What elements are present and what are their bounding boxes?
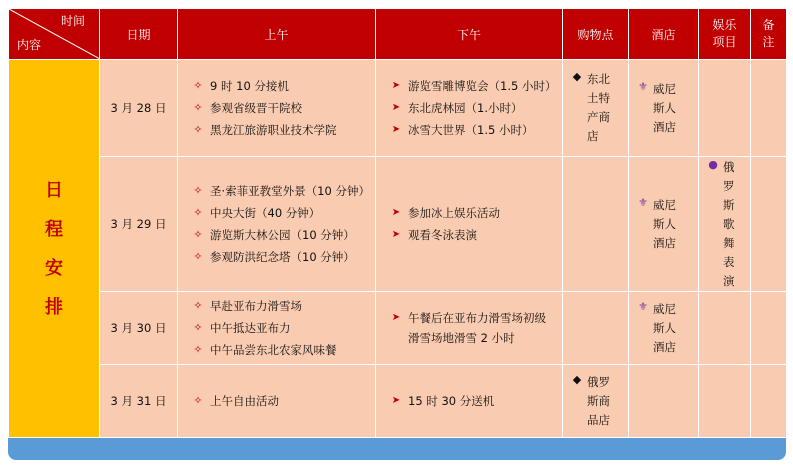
diamond-star-bullet-icon: ✧ — [193, 79, 203, 92]
list-item: ✧ 9 时 10 分接机 — [190, 76, 369, 96]
hotel-header: 酒店 — [629, 9, 699, 60]
date-cell: 3 月 31 日 — [100, 365, 178, 438]
entertainment-cell — [699, 365, 751, 438]
shopping-cell — [563, 292, 629, 365]
shopping-cell — [563, 157, 629, 292]
diamond-star-bullet-icon: ✧ — [193, 250, 203, 263]
entertainment-cell: ● 俄罗斯歌舞表演 — [699, 157, 751, 292]
corner-header — [9, 9, 100, 60]
date-cell: 3 月 30 日 — [100, 292, 178, 365]
arrow-bullet-icon: ➤ — [391, 207, 401, 218]
list-item: ➤ 东北虎林园（1.小时） — [388, 98, 556, 118]
diamond-star-bullet-icon: ✧ — [193, 123, 203, 136]
afternoon-cell — [376, 60, 563, 157]
morning-header: 上午 — [178, 9, 376, 60]
list-item: ✧ 中央大街（40 分钟） — [190, 203, 369, 223]
corner-time-label: 时间 — [60, 14, 85, 28]
arrow-bullet-icon: ➤ — [391, 312, 401, 323]
list-item: ✧ 圣·索菲亚教堂外景（10 分钟） — [190, 181, 369, 201]
list-item: ✧ 参观省级晋干院校 — [190, 98, 369, 118]
arrow-bullet-icon: ➤ — [391, 395, 401, 406]
shopping-cell: ◆ 东北土特产商店 — [563, 60, 629, 157]
schedule-row — [9, 292, 787, 365]
diamond-bullet-icon: ◆ — [572, 70, 582, 83]
notes-cell — [751, 292, 787, 365]
list-item: ✧ 参观防洪纪念塔（10 分钟） — [190, 247, 369, 267]
arrow-bullet-icon: ➤ — [391, 124, 401, 135]
hotel-bullet-icon: ⚜ — [638, 195, 648, 209]
diamond-star-bullet-icon: ✧ — [193, 343, 203, 356]
diamond-star-bullet-icon: ✧ — [193, 394, 203, 407]
shopping-cell: ◆ 俄罗斯商品店 — [563, 365, 629, 438]
circle-bullet-icon: ● — [708, 157, 718, 171]
side-char: 程 — [45, 218, 63, 240]
morning-cell — [178, 157, 376, 292]
list-item: ✧ 早赴亚布力滑雪场 — [190, 296, 369, 316]
hotel-bullet-icon: ⚜ — [638, 79, 648, 93]
hotel-cell — [629, 365, 699, 438]
hotel-bullet-icon: ⚜ — [638, 299, 648, 313]
entertainment-header — [699, 9, 751, 60]
schedule-side-label — [9, 60, 100, 438]
notes-cell — [751, 157, 787, 292]
side-char: 日 — [45, 179, 63, 201]
entertainment-cell — [699, 292, 751, 365]
list-item: ➤ 15 时 30 分送机 — [388, 391, 556, 411]
list-item: ✧ 黑龙江旅游职业技术学院 — [190, 120, 369, 140]
list-item: ✧ 上午自由活动 — [190, 391, 369, 411]
diamond-star-bullet-icon: ✧ — [193, 206, 203, 219]
notes-cell — [751, 60, 787, 157]
afternoon-cell — [376, 365, 563, 438]
header-row — [9, 9, 787, 60]
diamond-star-bullet-icon: ✧ — [193, 299, 203, 312]
list-item: ➤ 午餐后在亚布力滑雪场初级滑雪场地滑雪 2 小时 — [388, 308, 556, 348]
shopping-header: 购物点 — [563, 9, 629, 60]
diamond-star-bullet-icon: ✧ — [193, 101, 203, 114]
list-item: ➤ 游览雪雕博览会（1.5 小时） — [388, 76, 556, 96]
afternoon-cell — [376, 292, 563, 365]
morning-cell — [178, 60, 376, 157]
schedule-row — [9, 60, 787, 157]
morning-cell — [178, 292, 376, 365]
schedule-row — [9, 157, 787, 292]
arrow-bullet-icon: ➤ — [391, 102, 401, 113]
morning-cell — [178, 365, 376, 438]
notes-header-label: 备注 — [762, 18, 775, 49]
list-item: ✧ 游览斯大林公园（10 分钟） — [190, 225, 369, 245]
side-char: 排 — [45, 296, 63, 318]
diamond-bullet-icon: ◆ — [572, 372, 582, 386]
schedule-table — [8, 8, 787, 438]
notes-cell — [751, 365, 787, 438]
date-header: 日期 — [100, 9, 178, 60]
afternoon-cell — [376, 157, 563, 292]
list-item: ✧ 中午抵达亚布力 — [190, 318, 369, 338]
hotel-cell: ⚜ 威尼斯人酒店 — [629, 157, 699, 292]
list-item: ✧ 中午品尝东北农家风味餐 — [190, 340, 369, 360]
list-item: ➤ 冰雪大世界（1.5 小时） — [388, 120, 556, 140]
list-item: ➤ 参加冰上娱乐活动 — [388, 203, 556, 223]
arrow-bullet-icon: ➤ — [391, 80, 401, 91]
list-item: ➤ 观看冬泳表演 — [388, 225, 556, 245]
afternoon-header: 下午 — [376, 9, 563, 60]
hotel-cell: ⚜ 威尼斯人酒店 — [629, 292, 699, 365]
corner-content-label: 内容 — [17, 38, 42, 52]
arrow-bullet-icon: ➤ — [391, 229, 401, 240]
diamond-star-bullet-icon: ✧ — [193, 184, 203, 197]
diamond-star-bullet-icon: ✧ — [193, 321, 203, 334]
notes-header — [751, 9, 787, 60]
date-cell: 3 月 29 日 — [100, 157, 178, 292]
hotel-cell: ⚜ 威尼斯人酒店 — [629, 60, 699, 157]
entertainment-cell — [699, 60, 751, 157]
date-cell: 3 月 28 日 — [100, 60, 178, 157]
side-char: 安 — [45, 257, 63, 279]
diamond-star-bullet-icon: ✧ — [193, 228, 203, 241]
entertainment-header-label: 娱乐项目 — [712, 18, 737, 49]
schedule-row — [9, 365, 787, 438]
